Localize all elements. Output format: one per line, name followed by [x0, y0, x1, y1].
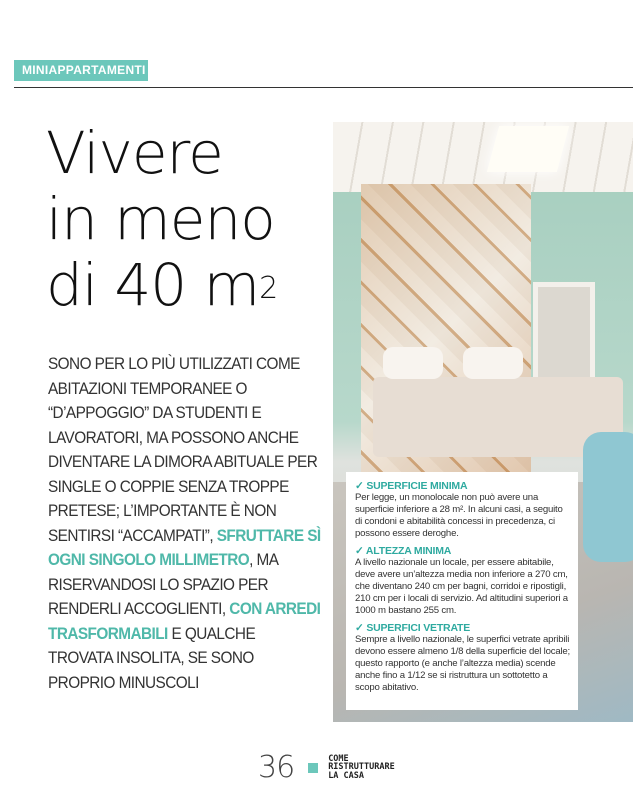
info-text: Per legge, un monolocale non può avere una superficie inferiore a 28 m². In alcuni casi, a seguito di condoni e abitabilità concessi in precedenza, ci possono essere deroghe. [355, 492, 563, 539]
magazine-line: LA CASA [328, 770, 365, 781]
intro-part: E QUALCHE TROVATA INSOLITA, SE SONO PROPRIO MINUSCOLI [48, 624, 256, 692]
section-tag: MINIAPPARTAMENTI [14, 60, 148, 81]
magazine-line: RISTRUTTURARE [328, 762, 395, 773]
intro-part: , MA RISERVANDOSI LO SPAZIO PER RENDERLI ACCOGLIENTI, [48, 551, 278, 618]
info-text: A livello nazionale un locale, per essere abitabile, deve avere un’altezza media non inferiore a 270 cm, che diventano 240 cm per bagni, corridoi e ripostigli, 210 cm per i locali di servizio. Ad altitudini superiori a 1000 m bastano 255 cm. [355, 557, 568, 616]
intro-highlight: SFRUTTARE SÌ OGNI SINGOLO MILLIMETRO [48, 526, 321, 569]
page-number: 36 [258, 750, 295, 785]
magazine-line: COME [328, 753, 349, 764]
pillow [463, 347, 523, 379]
title-line: di 40 m [46, 251, 260, 319]
pillow [383, 347, 443, 379]
armchair [583, 432, 633, 562]
page-footer [258, 750, 395, 785]
ceiling [333, 122, 633, 192]
intro-text [48, 352, 322, 695]
title-superscript: 2 [259, 271, 278, 306]
accent-square [308, 763, 318, 773]
info-heading: ✓ ALTEZZA MINIMA [355, 545, 452, 557]
info-heading: ✓ SUPERFICI VETRATE [355, 622, 471, 634]
info-text: Sempre a livello nazionale, le superfici vetrate apribili devono essere almeno 1/8 della superficie del locale; questo rapporto (e anche l’altezza media) scende anche fino a 1/12 se si ristruttura un sottotetto a scopo abitativo. [355, 634, 570, 693]
intro-part: SONO PER LO PIÙ UTILIZZATI COME ABITAZIONI TEMPORANEE O “D’APPOGGIO” DA STUDENTI E LAVORATORI, MA POSSONO ANCHE DIVENTARE LA DIMORA ABITUALE PER SINGLE O COPPIE SENZA TROPPE PRETESE; L’IMPORTANTE È NON SENTIRSI “ACCAMPATI”, [48, 355, 318, 545]
info-box [346, 472, 578, 710]
title-line: in meno [46, 185, 275, 253]
info-heading: ✓ SUPERFICIE MINIMA [355, 480, 468, 492]
page-title [46, 120, 277, 318]
header-rule [14, 87, 633, 88]
skylight [487, 126, 569, 172]
magazine-name [328, 755, 395, 781]
title-line: Vivere [46, 119, 223, 187]
intro-highlight: CON ARREDI TRASFORMABILI [48, 600, 321, 643]
